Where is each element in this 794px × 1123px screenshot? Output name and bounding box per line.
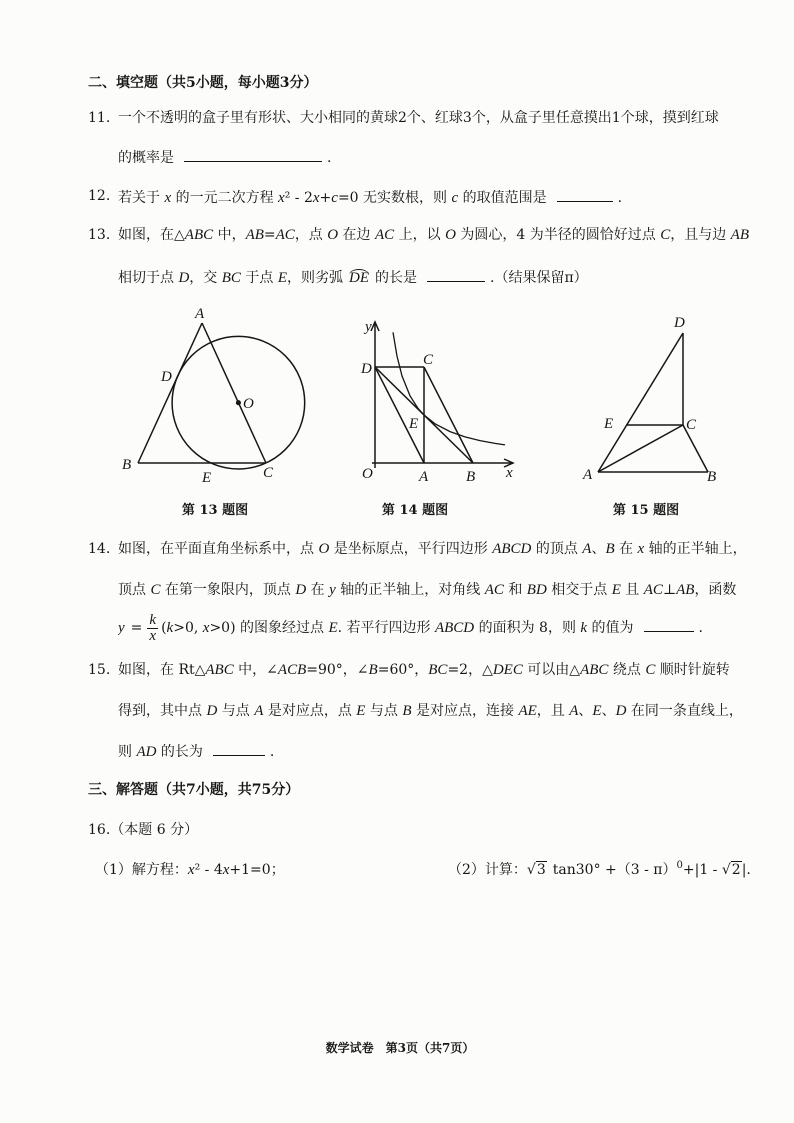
point-label-b: B (122, 457, 132, 473)
text-segment: E (592, 703, 602, 719)
text-segment: A (582, 541, 592, 557)
text-segment: x (202, 620, 210, 636)
text-segment: ABC (580, 662, 609, 678)
segment-ab (138, 323, 202, 463)
text-segment: ABCD (434, 620, 475, 636)
text-segment: 、 (601, 703, 616, 719)
fraction-k-over-x (147, 613, 158, 644)
text-segment: AC (275, 227, 295, 243)
point-label-b: B (707, 469, 717, 485)
text-segment: 如图，在△ (118, 227, 185, 243)
text-segment: 是对应点，点 (263, 703, 357, 719)
text-segment: BC (428, 662, 448, 678)
text-segment: BD (526, 582, 547, 598)
q16-part-2-label: （2）计算： (448, 862, 527, 878)
text-segment: AC (484, 582, 504, 598)
point-label-e: E (409, 416, 419, 432)
text-segment: 则 (118, 744, 137, 760)
answer-blank-11 (184, 146, 322, 162)
text-segment: x (164, 190, 172, 206)
text-segment: AB (676, 582, 695, 598)
text-segment: ，函数 (694, 582, 737, 598)
text-segment: 可以由△ (522, 662, 581, 678)
text-segment: 的面积为 8，则 (474, 620, 581, 636)
text-segment: 如图，在 Rt△ (118, 662, 206, 678)
text-segment: c (451, 190, 459, 206)
text-segment: ² - 2 (284, 190, 313, 206)
radicand-3: 3 (536, 862, 546, 878)
fraction-denominator: x (149, 627, 157, 644)
text-segment: E (611, 582, 621, 598)
axis-label-x: x (506, 465, 513, 481)
q14-line-1 (118, 539, 747, 559)
text-segment: ，且与边 (670, 227, 731, 243)
q13-line-2 (118, 266, 588, 286)
text-segment: x (637, 541, 645, 557)
text-segment: x (187, 862, 195, 878)
point-label-a: A (195, 306, 205, 322)
text-segment: ，点 (294, 227, 328, 243)
q11-line-2 (118, 146, 331, 166)
text-segment: ⊥ (662, 582, 677, 598)
text-segment: （1）解方程： (95, 862, 188, 878)
text-segment: B (368, 662, 378, 678)
text-segment: B (605, 541, 615, 557)
text-segment: ABCD (492, 541, 532, 557)
q11-tail: . (327, 150, 332, 166)
text-segment: O (318, 541, 330, 557)
radicand-2: 2 (731, 862, 741, 878)
figure-14-caption: 第 14 题图 (381, 503, 449, 518)
q13-after-arc: 的长是 (375, 270, 417, 286)
figure-13 (122, 306, 305, 486)
radical-sign: √ (721, 862, 731, 878)
text-segment: A (569, 703, 579, 719)
text-segment: E (356, 703, 366, 719)
text-segment: 在 (306, 582, 330, 598)
segment-ac (598, 425, 683, 472)
text-segment: 若关于 (118, 190, 165, 206)
section-title-solutions: 三、解答题（共7小题，共75分） (88, 782, 300, 798)
text-segment: C (645, 662, 656, 678)
point-label-o: O (243, 396, 254, 412)
section-title-fill-in: 二、填空题（共5小题，每小题3分） (88, 75, 318, 91)
q12-text (118, 190, 547, 206)
text-segment: 相切于点 (118, 270, 179, 286)
figures-panel (100, 296, 740, 496)
text-segment: ，则劣弧 (287, 270, 343, 286)
question-number-13: 13. (88, 227, 111, 243)
text-segment: AE (518, 703, 537, 719)
answer-blank-12 (557, 186, 613, 202)
point-label-o: O (362, 466, 373, 482)
text-segment: =90°，∠ (306, 662, 369, 678)
text-segment: 顺时针旋转 (655, 662, 730, 678)
text-segment: AD (136, 744, 157, 760)
q15-line-3 (118, 740, 274, 760)
text-segment: BC (221, 270, 241, 286)
text-segment: 顶点 (118, 582, 151, 598)
text-segment: 在同一条直线上， (626, 703, 743, 719)
text-segment: 的取值范围是 (458, 190, 547, 206)
text-segment: k (580, 620, 588, 636)
q13-line-2-text (118, 270, 343, 286)
q11-line-1: 一个不透明的盒子里有形状、大小相同的黄球2个、红球3个，从盒子里任意摸出1个球，摸到红球 (118, 110, 719, 126)
segment-cb (424, 367, 473, 463)
question-number-14: 14. (88, 541, 111, 557)
text-segment: 为圆心，4 为半径的圆恰好过点 (455, 227, 661, 243)
text-segment: 是坐标原点，平行四边形 (329, 541, 493, 557)
text-segment: c (331, 190, 338, 206)
fraction-numerator: k (149, 611, 157, 628)
point-label-c: C (263, 465, 274, 481)
question-number-15: 15. (88, 662, 111, 678)
q16-header: 16.（本题 6 分） (88, 822, 199, 838)
text-segment: 于点 (240, 270, 278, 286)
q16-part-2-middle: tan30° +（3 - π） (552, 862, 677, 878)
radical-sign: √ (526, 862, 536, 878)
text-segment: 的顶点 (531, 541, 583, 557)
question-number-11: 11. (88, 110, 111, 126)
point-label-c: C (423, 352, 434, 368)
text-segment: 得到，其中点 (118, 703, 207, 719)
q16-part-2 (448, 860, 751, 880)
text-segment: >0, (173, 620, 203, 636)
text-segment: 的值为 (587, 620, 634, 636)
text-segment: O (327, 227, 339, 243)
text-segment: 、 (591, 541, 606, 557)
q16-part-2-middle-2: +|1 - (682, 862, 722, 878)
q14-tail: . (698, 620, 703, 636)
text-segment: ACB (277, 662, 307, 678)
point-label-c: C (686, 417, 697, 433)
text-segment: E (277, 270, 287, 286)
figure-15-caption: 第 15 题图 (612, 503, 680, 518)
text-segment: 相交于点 (546, 582, 612, 598)
text-segment: C (660, 227, 671, 243)
point-label-d: D (361, 361, 372, 377)
text-segment: DEC (492, 662, 523, 678)
segment-da (375, 367, 424, 463)
q15-line-1 (118, 660, 730, 680)
point-label-b: B (466, 469, 476, 485)
text-segment: D (178, 270, 190, 286)
text-segment: AB (245, 227, 264, 243)
text-segment: +1=0； (229, 862, 285, 878)
text-segment: x (278, 190, 285, 206)
text-segment: 的长为 (156, 744, 203, 760)
text-segment: B (402, 703, 412, 719)
text-segment: 在 (614, 541, 638, 557)
text-segment: ² - 4 (194, 862, 223, 878)
q11-line-2-text: 的概率是 (118, 150, 174, 166)
text-segment: = (263, 227, 276, 243)
figure-13-caption: 第 13 题图 (181, 503, 249, 518)
text-segment: 轴的正半轴上， (644, 541, 747, 557)
text-segment: D (615, 703, 627, 719)
point-label-d: D (161, 369, 172, 385)
text-segment: 在边 (338, 227, 376, 243)
text-segment: 轴的正半轴上，对角线 (335, 582, 485, 598)
text-segment: C (150, 582, 161, 598)
text-segment: AB (730, 227, 749, 243)
text-segment: ABC (205, 662, 234, 678)
text-segment: 和 (503, 582, 527, 598)
center-point-o (237, 401, 241, 405)
q13-line-1 (118, 225, 749, 245)
text-segment: 如图，在平面直角坐标系中，点 (118, 541, 319, 557)
text-segment: 绕点 (608, 662, 646, 678)
text-segment: D (206, 703, 218, 719)
text-segment: x (222, 862, 230, 878)
page-footer: 数学试卷 第3页（共7页） (325, 1041, 475, 1055)
text-segment: 且 (620, 582, 644, 598)
text-segment: O (445, 227, 456, 243)
point-label-e: E (604, 416, 614, 432)
answer-blank-15 (213, 740, 265, 756)
text-segment: 在第一象限内，顶点 (160, 582, 296, 598)
q16-part-2-end: |. (741, 862, 751, 878)
text-segment: AC (643, 582, 663, 598)
q13-tail: .（结果保留π） (490, 270, 588, 286)
text-segment: 与点 (365, 703, 403, 719)
text-segment: 与点 (217, 703, 255, 719)
text-segment: AC (375, 227, 395, 243)
point-label-a: A (583, 467, 593, 483)
function-variable-y: y (118, 620, 125, 636)
text-segment: 、 (578, 703, 593, 719)
text-segment: 中， (213, 227, 246, 243)
figure-14 (360, 319, 513, 485)
text-segment: A (254, 703, 264, 719)
text-segment: E (328, 620, 338, 636)
text-segment: + (319, 190, 332, 206)
answer-blank-13 (427, 266, 485, 282)
q14-line-3 (118, 611, 703, 645)
text-segment: =60°， (377, 662, 429, 678)
text-segment: 是对应点，连接 (411, 703, 519, 719)
text-segment: ，且 (536, 703, 570, 719)
q12-tail: . (617, 190, 623, 206)
q16-part-1 (95, 860, 285, 880)
answer-blank-14 (644, 616, 694, 632)
point-label-e: E (202, 470, 212, 486)
text-segment: ，交 (189, 270, 222, 286)
equals-sign: = (130, 620, 143, 636)
q15-line-2 (118, 701, 743, 721)
text-segment: 中，∠ (233, 662, 278, 678)
q14-line-3-text (161, 620, 633, 636)
axis-label-y: y (365, 319, 372, 335)
text-segment: x (312, 190, 320, 206)
segment-ac (202, 323, 266, 463)
q15-tail: . (269, 744, 275, 760)
q15-line-3-text (118, 744, 203, 760)
text-segment: D (295, 582, 307, 598)
segment-ad (598, 333, 683, 472)
text-segment: ABC (184, 227, 214, 243)
text-segment: 的一元二次方程 (171, 190, 279, 206)
text-segment: =2，△ (447, 662, 493, 678)
text-segment: =0 无实数根，则 (337, 190, 452, 206)
text-segment: k (166, 620, 174, 636)
q14-line-2 (118, 580, 736, 600)
text-segment: . 若平行四边形 (337, 620, 435, 636)
text-segment: 上，以 (394, 227, 446, 243)
arc-de: DE (349, 270, 369, 286)
text-segment: ( (161, 620, 167, 636)
exponent-zero: 0 (676, 860, 683, 871)
figure-15 (582, 315, 716, 485)
q12-line-1 (118, 186, 622, 206)
point-label-a: A (419, 469, 429, 485)
question-number-12: 12. (88, 188, 111, 204)
text-segment: >0) 的图象经过点 (209, 620, 329, 636)
text-segment: y (329, 582, 336, 598)
point-label-d: D (674, 315, 685, 331)
